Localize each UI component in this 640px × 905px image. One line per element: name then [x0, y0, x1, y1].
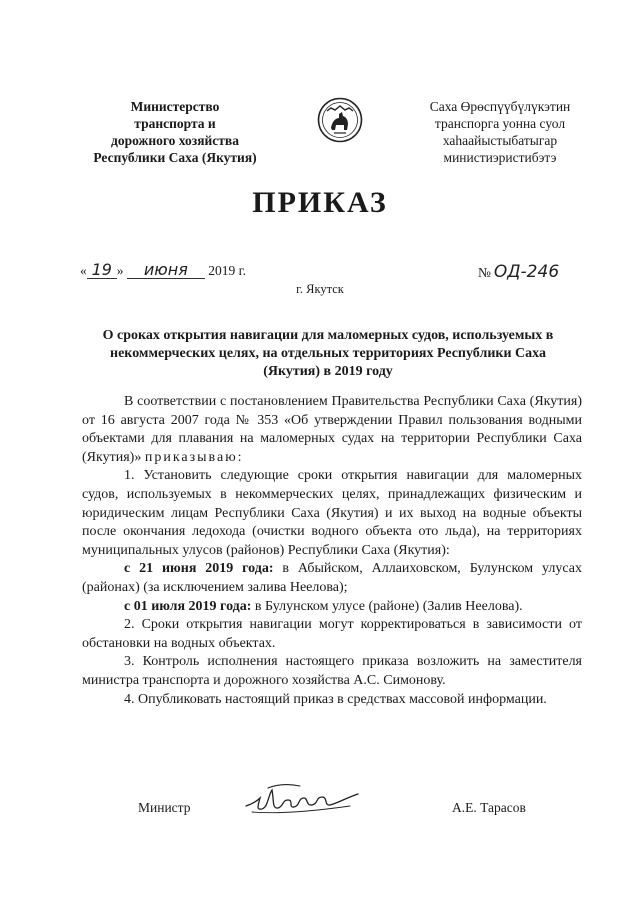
item-1b-text: в Булунском улусе (районе) (Залив Неелова).: [254, 598, 523, 614]
item-4: 4. Опубликовать настоящий приказ в средствах массовой информации.: [124, 691, 547, 707]
item-1a-date: с 21 июня 2019 года:: [124, 561, 274, 577]
number-value: ОД-246: [493, 262, 560, 282]
header-left-line: дорожного хозяйства: [111, 133, 239, 148]
intro-paragraph: [82, 393, 582, 467]
order-body: [82, 393, 582, 709]
signatory-name: А.Е. Тарасов: [452, 800, 526, 815]
item-1b-date: с 01 июля 2019 года:: [124, 598, 252, 614]
city: г. Якутск: [296, 282, 344, 296]
date-month: июня: [127, 262, 205, 279]
order-date: [80, 262, 246, 279]
date-open-quote: «: [80, 263, 87, 278]
header-right-line: транспорга уонна суол: [434, 116, 566, 131]
item-2: 2. Сроки открытия навигации могут корректироваться в зависимости от обстановки на водных объектах.: [82, 617, 582, 651]
header-left-line: Министерство: [130, 99, 220, 114]
ministry-name-yakut: [395, 98, 605, 166]
number-prefix: №: [478, 265, 491, 280]
handwritten-signature-icon: [238, 776, 368, 820]
header-right-line: Саха Өрөспүүбүлүкэтин: [429, 99, 571, 114]
item-1a-text: в Абыйском, Аллаиховском, Булунском улусах (районах) (за исключением залива Неелова);: [82, 561, 583, 595]
header-left-line: транспорта и: [134, 116, 216, 131]
order-subject: О сроках открытия навигации для маломерных судов, используемых в некоммерческих целях, на отдельных территориях Республики Саха (Якутия) в 2019 году: [102, 328, 554, 379]
date-close-quote: »: [116, 263, 124, 278]
ministry-name-russian: [70, 98, 280, 166]
item-3: 3. Контроль исполнения настоящего приказа возложить на заместителя министра транспорта и дорожного хозяйства А.С. Симонову.: [82, 654, 582, 688]
order-word: приказываю:: [144, 449, 244, 465]
item-1a: [82, 560, 582, 597]
date-year: 2019 г.: [208, 263, 247, 278]
coat-of-arms-icon: [317, 97, 363, 143]
header-left-line: Республики Саха (Якутия): [93, 150, 257, 165]
intro-text: В соответствии с постановлением Правительства Республики Саха (Якутия) от 16 августа 2007 года № 353 «Об утверждении Правил пользования водными объектами для плавания на маломерных судах на территории Республики Саха (Якутия)»: [82, 394, 582, 465]
item-1: 1. Установить следующие сроки открытия навигации для маломерных судов, используемых в некоммерческих целях, принадлежащих физическим и юридическим лицам Республики Саха (Якутия) и их выход на водные объекты после окончания ледохода (очистки водного объекта ото льда), на территориях муниципальных улусов (районов) Республики Саха (Якутия):: [82, 468, 582, 558]
header-right-line: хаһаайыстыбатыгар: [442, 133, 558, 148]
date-day: 19: [87, 262, 117, 279]
signatory-title: Министр: [138, 800, 191, 815]
document-title: ПРИКАЗ: [252, 186, 388, 219]
order-number: [478, 262, 559, 282]
item-1b: [82, 598, 582, 617]
header-right-line: министиэристибэтэ: [443, 150, 557, 165]
